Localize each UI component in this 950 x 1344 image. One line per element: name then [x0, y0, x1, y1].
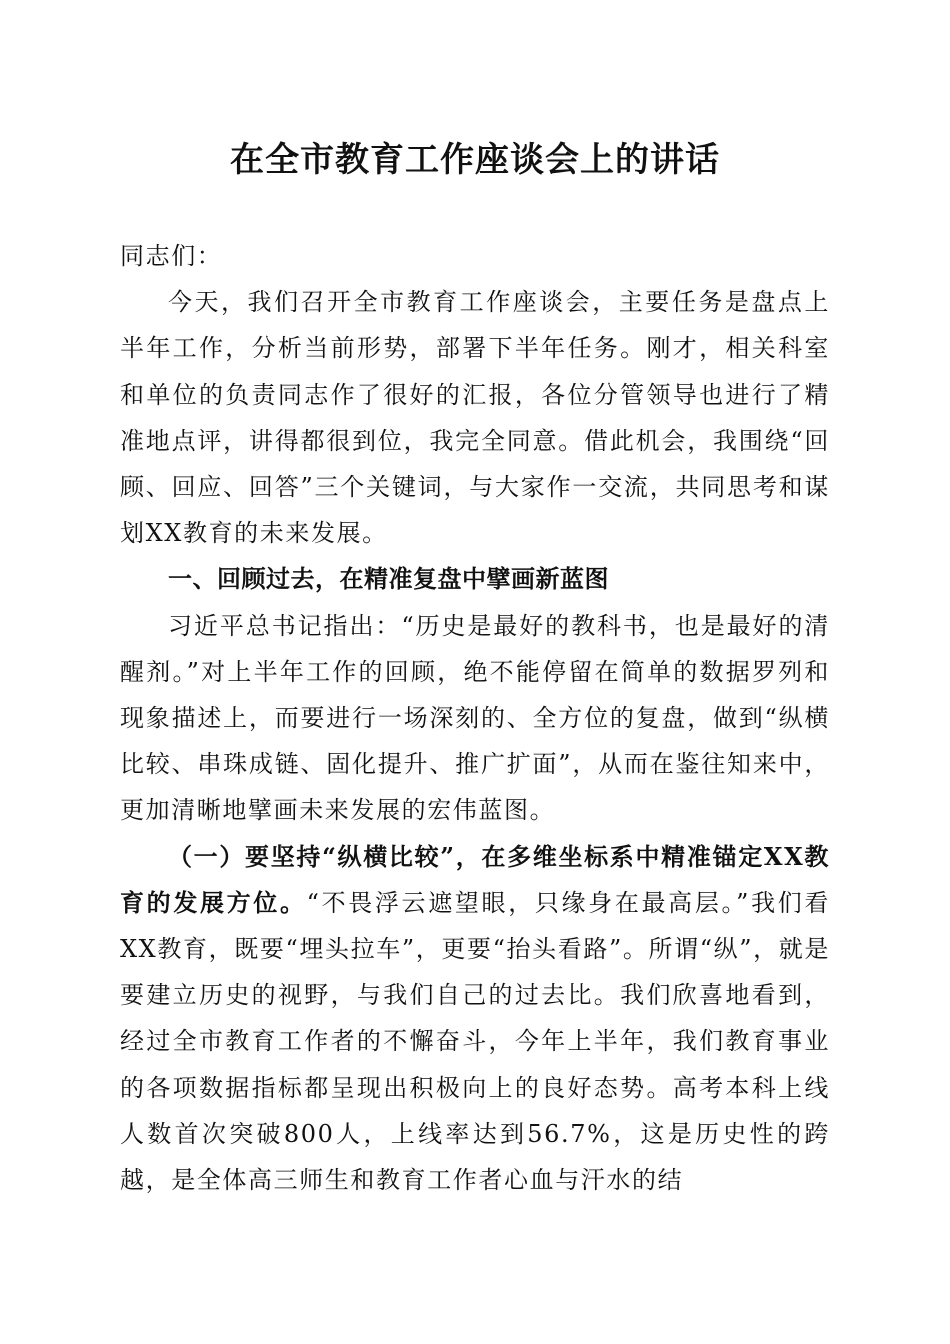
opening-paragraph: 今天，我们召开全市教育工作座谈会，主要任务是盘点上半年工作，分析当前形势，部署下半年任务。刚才，相关科室和单位的负责同志作了很好的汇报，各位分管领导也进行了精准地点评，讲得都很到位，我完全同意。借此机会，我围绕“回顾、回应、回答”三个关键词，与大家作一交流，共同思考和谋划XX教育的未来发展。: [120, 288, 830, 548]
salutation: 同志们：: [120, 242, 223, 270]
document-title: 在全市教育工作座谈会上的讲话: [230, 140, 720, 180]
subsection-heading: （一）要坚持“纵横比较”，在多维坐标系中精准锚定XX教育的发展方位。: [120, 841, 830, 917]
subsection-paragraph: [120, 834, 830, 1204]
section-heading: 一、回顾过去，在精准复盘中擘画新蓝图: [168, 565, 609, 594]
document-body: [120, 233, 830, 1203]
section-intro-paragraph: 习近平总书记指出：“历史是最好的教科书，也是最好的清醒剂。”对上半年工作的回顾，绝不能停留在简单的数据罗列和现象描述上，而要进行一场深刻的、全方位的复盘，做到“纵横比较、串珠成链、固化提升、推广扩面”，从而在鉴往知来中，更加清晰地擘画未来发展的宏伟蓝图。: [120, 611, 830, 825]
subsection-text: “不畏浮云遮望眼，只缘身在最高层。”我们看XX教育，既要“埋头拉车”，更要“抬头看路”。所谓“纵”，就是要建立历史的视野，与我们自己的过去比。我们欣喜地看到，经过全市教育工作者的不懈奋斗，今年上半年，我们教育事业的各项数据指标都呈现出积极向上的良好态势。高考本科上线人数首次突破800人，上线率达到56.7%，这是历史性的跨越，是全体高三师生和教育工作者心血与汗水的结: [120, 888, 831, 1195]
